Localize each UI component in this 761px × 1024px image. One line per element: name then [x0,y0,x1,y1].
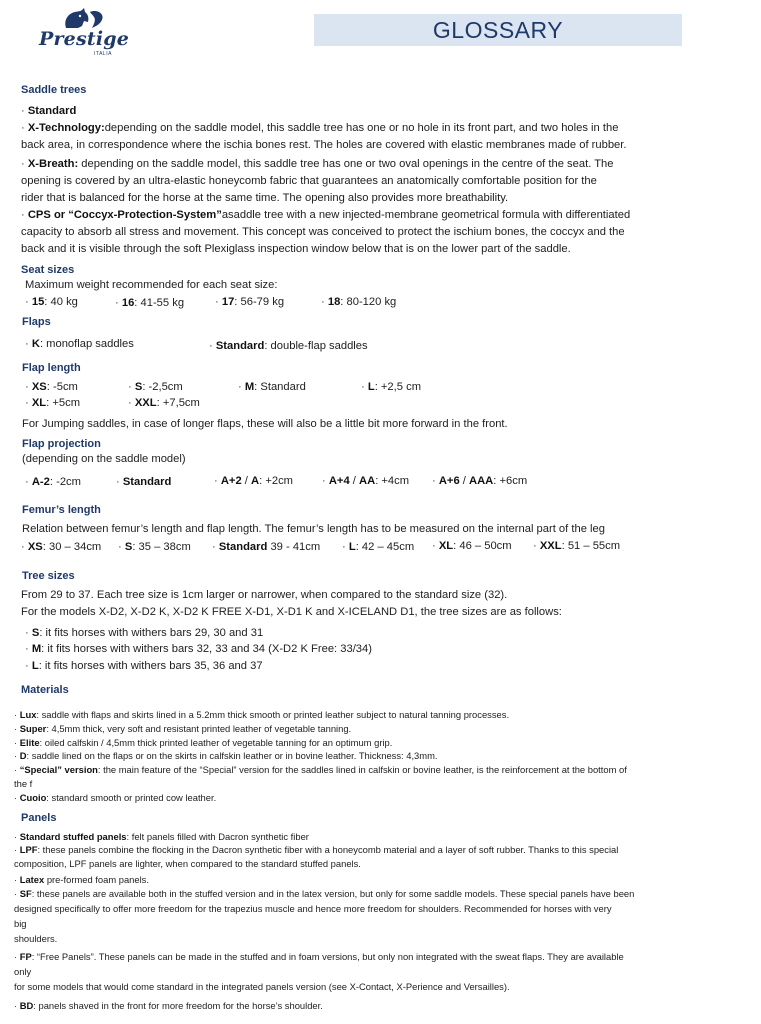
flap-k: · K: monoflap saddles [25,338,134,350]
material-item: · Super: 4,5mm thick, very soft and resistant printed leather of vegetable tanning. [14,723,352,734]
section-heading-flaps: Flaps [22,316,51,328]
femur-length-item: · Standard 39 - 41cm [212,541,321,553]
flap-projection-item: · A-2: -2cm [25,476,81,488]
material-item-continuation: the f [14,778,33,789]
panel-sf-line3: big [14,918,27,929]
saddle-tree-standard: · Standard [21,105,77,117]
panel-standard: · Standard stuffed panels: felt panels filled with Dacron synthetic fiber [14,831,309,842]
saddle-tree-cps-line2: capacity to absorb all stress and movement. This concept was conceived to protect the ischium bones, the coccyx and the [21,226,625,238]
saddle-tree-cps-line3: back and it is visible through the soft Plexiglass inspection window below that is on the lower part of the saddle. [21,243,571,255]
material-item: · “Special” version: the main feature of the “Special” version for the saddles lined in calfskin or bovine leather, is the reinforcement at the bottom of [14,764,627,775]
femur-length-item: · L: 42 – 45cm [342,541,415,553]
flap-standard: · Standard: double-flap saddles [209,340,368,352]
femur-length-item: · S: 35 – 38cm [118,541,191,553]
material-item: · Lux: saddle with flaps and skirts lined in a 5.2mm thick smooth or printed leather subject to natural tanning processes. [14,709,510,720]
flap-projection-subtitle: (depending on the saddle model) [22,453,186,465]
material-item: · D: saddle lined on the flaps or on the skirts in calfskin leather or in bovine leather. Thickness: 4,3mm. [14,750,438,761]
panel-sf: · SF: these panels are available both in the stuffed version and in the latex version, but only for some saddle models. These special panels have been [14,888,635,899]
femur-length-intro: Relation between femur’s length and flap length. The femur’s length has to be measured on the internal part of the leg [22,523,605,535]
panel-sf-line4: shoulders. [14,933,58,944]
panel-sf-line2: designed specifically to offer more freedom for the trapezius muscle and hence more freedom for shoulders. Recommended for horses with very [14,903,612,914]
flap-length-note: For Jumping saddles, in case of longer flaps, these will also be a little bit more forward in the front. [22,418,508,430]
seat-size-item: · 15: 40 kg [25,296,78,308]
section-heading-materials: Materials [21,684,69,696]
panel-latex: · Latex pre-formed foam panels. [14,874,149,885]
saddle-tree-xbreath: · X-Breath: depending on the saddle model, this saddle tree has one or two oval openings in the centre of the seat. The [21,158,614,170]
logo-wordmark: Prestige [38,28,130,50]
seat-size-item: · 17: 56-79 kg [215,296,285,308]
flap-length-item: · XS: -5cm [25,381,78,393]
panel-lpf: · LPF: these panels combine the flocking in the Dacron synthetic fiber with a honeycomb material and a layer of soft rubber. Thanks to this special [14,844,619,855]
panel-fp: · FP: “Free Panels”. These panels can be made in the stuffed and in foam versions, but only non integrated with the sweat flaps. They are available [14,951,624,962]
panel-fp-line3: for some models that would come standard in the integrated panels version (see X-Contact, X-Perience and Versailles). [14,981,510,992]
tree-size-item: · M: it fits horses with withers bars 32, 33 and 34 (X-D2 K Free: 33/34) [25,643,372,655]
tree-size-item: · L: it fits horses with withers bars 35, 36 and 37 [25,660,263,672]
saddle-tree-xtech: · X-Technology:depending on the saddle model, this saddle tree has one or no hole in its front part, and two holes in the [21,122,619,134]
section-heading-flap-length: Flap length [22,362,81,374]
tree-sizes-line2: For the models X-D2, X-D2 K, X-D2 K FREE X-D1, X-D1 K and X-ICELAND D1, the tree sizes are as follows: [21,606,562,618]
flap-length-item: · M: Standard [238,381,306,393]
logo-subtitle: ITALIA [94,51,112,57]
seat-sizes-intro: Maximum weight recommended for each seat size: [25,279,278,291]
tree-size-item: · S: it fits horses with withers bars 29, 30 and 31 [25,627,264,639]
panel-lpf-line2: composition, LPF panels are lighter, when compared to the standard stuffed panels. [14,858,361,869]
flap-projection-item: · A+2 / A: +2cm [214,475,293,487]
panel-fp-line2: only [14,966,32,977]
saddle-tree-xbreath-line3: rider that is balanced for the horse at the same time. The opening also provides more breathability. [21,192,509,204]
section-heading-seat-sizes: Seat sizes [21,264,75,276]
femur-length-item: · XL: 46 – 50cm [432,540,512,552]
flap-projection-item: · A+6 / AAA: +6cm [432,475,528,487]
flap-length-item: · S: -2,5cm [128,381,183,393]
section-heading-panels: Panels [21,812,57,824]
femur-length-item: · XS: 30 – 34cm [21,541,102,553]
brand-logo [36,6,132,58]
page-title: GLOSSARY [432,17,564,43]
saddle-tree-xbreath-line2: opening is covered by an ultra-elastic honeycomb fabric that guarantees an anatomically comfortable position for the [21,175,597,187]
flap-length-item: · L: +2,5 cm [361,381,422,393]
material-item: · Elite: oiled calfskin / 4,5mm thick printed leather of vegetable tanning for an optimum grip. [14,737,393,748]
flap-projection-item: · A+4 / AA: +4cm [322,475,410,487]
tree-sizes-line1: From 29 to 37. Each tree size is 1cm larger or narrower, when compared to the standard size (32). [21,589,508,601]
seat-size-item: · 18: 80-120 kg [321,296,397,308]
flap-length-item: · XXL: +7,5cm [128,397,200,409]
panel-bd: · BD: panels shaved in the front for more freedom for the horse’s shoulder. [14,1000,323,1011]
femur-length-item: · XXL: 51 – 55cm [533,540,621,552]
section-heading-flap-projection: Flap projection [22,438,101,450]
section-heading-saddle-trees: Saddle trees [21,84,87,96]
flap-projection-item: · Standard [116,476,172,488]
section-heading-tree-sizes: Tree sizes [22,570,75,582]
section-heading-femur-length: Femur’s length [22,504,101,516]
saddle-tree-cps: · CPS or “Coccyx-Protection-System”asaddle tree with a new injected-membrane geometrical formula with differentiated [21,209,631,221]
seat-size-item: · 16: 41-55 kg [115,297,185,309]
material-item: · Cuoio: standard smooth or printed cow leather. [14,792,217,803]
flap-length-item: · XL: +5cm [25,397,81,409]
saddle-tree-xtech-line2: back area, in correspondence where the ischia bones rest. The holes are covered with elastic membranes made of rubber. [21,139,627,151]
